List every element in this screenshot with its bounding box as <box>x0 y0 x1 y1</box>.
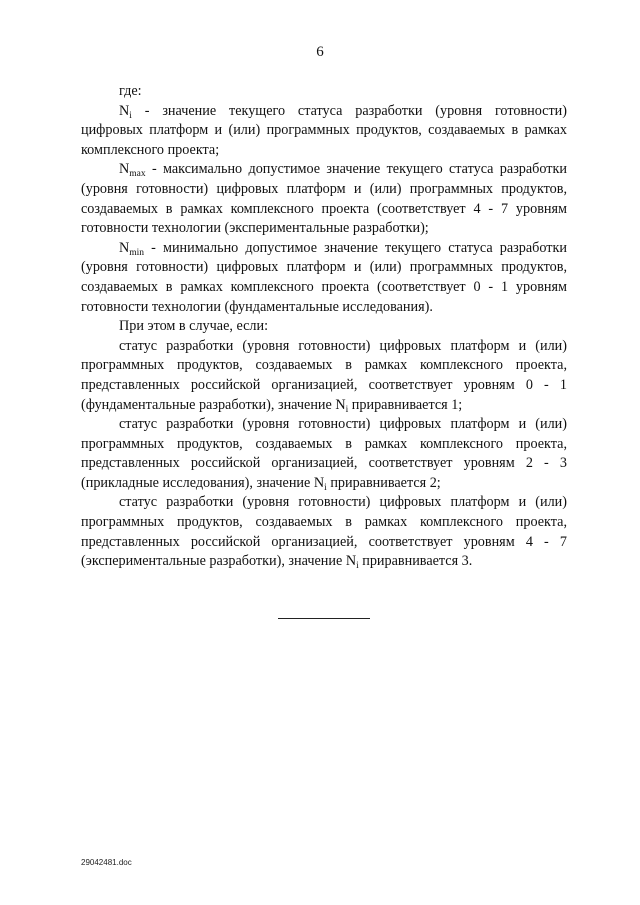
page-number: 6 <box>316 44 324 60</box>
condition-level-0-1: статус разработки (уровня готовности) цифровых платформ и (или) программных продуктов, создаваемых в рамках комплексного проекта, представленных российской организацией, соответствует уровням 0 - 1 (фундаментальные разработки), значение $N_i$ приравнивается 1; <box>81 337 567 415</box>
definition-n-max <box>81 160 567 238</box>
definition-text: - минимально допустимое значение текущего статуса разработки (уровня готовности) цифровых платформ и (или) программных продуктов, создаваемых в рамках комплексного проекта (соответствует 0 - 1 уровням готовности технологии (фундаментальные исследования). <box>81 239 567 315</box>
condition-level-4-7: статус разработки (уровня готовности) цифровых платформ и (или) программных продуктов, создаваемых в рамках комплексного проекта, представленных российской организацией, соответствует уровням 4 - 7 (экспериментальные разработки), значение $N_i$ приравнивается 3. <box>81 494 567 572</box>
variable-n-i: $N_i$ <box>119 102 132 121</box>
definition-n-min <box>81 239 567 317</box>
file-name-footer: 29042481.doc <box>81 858 132 867</box>
condition-level-2-3: статус разработки (уровня готовности) цифровых платформ и (или) программных продуктов, создаваемых в рамках комплексного проекта, представленных российской организацией, соответствует уровням 2 - 3 (прикладные исследования), значение $N_i$ приравнивается 2; <box>81 416 567 493</box>
document-body <box>81 82 567 572</box>
definition-text: - значение текущего статуса разработки (уровня готовности) цифровых платформ и (или) программных продуктов, создаваемых в рамках комплексного проекта; <box>81 102 567 158</box>
variable-n-i: $N_i$ <box>313 474 327 493</box>
variable-n-max: $N_{max}$ <box>119 161 146 180</box>
where-label: где: <box>119 83 142 99</box>
end-of-document-rule <box>278 618 370 619</box>
variable-n-min: $N_{min}$ <box>119 239 145 258</box>
variable-n-i: $N_i$ <box>345 553 359 572</box>
variable-n-i: $N_i$ <box>335 396 349 415</box>
definition-n-i <box>81 102 567 161</box>
definition-text: - максимально допустимое значение текущего статуса разработки (уровня готовности) цифровых платформ и (или) программных продуктов, создаваемых в рамках комплексного проекта (соответствует 4 - 7 уровням готовности технологии (экспериментальные разработки); <box>81 161 567 237</box>
condition-intro: При этом в случае, если: <box>119 318 269 335</box>
